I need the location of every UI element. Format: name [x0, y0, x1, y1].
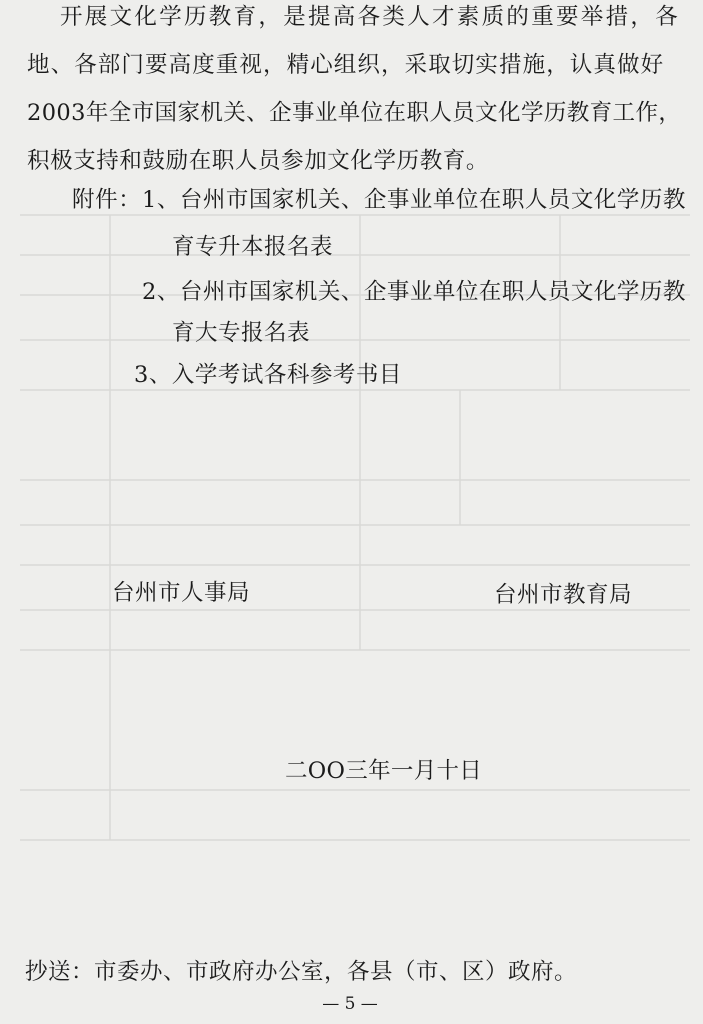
attachments-label: 附件：: [72, 187, 142, 213]
signature-personnel-bureau: 台州市人事局: [112, 580, 251, 606]
body-paragraph-line-3: 2003年全市国家机关、企事业单位在职人员文化学历教育工作，: [27, 100, 682, 126]
attachment-2-line-2: 育大专报名表: [172, 320, 311, 346]
cc-distribution-line: 抄送：市委办、市政府办公室，各县（市、区）政府。: [25, 959, 578, 985]
attachment-1-line-1: 1、台州市国家机关、企事业单位在职人员文化学历教: [142, 187, 686, 213]
body-paragraph-line-4: 积极支持和鼓励在职人员参加文化学历教育。: [27, 148, 490, 174]
body-paragraph-line-1: 开展文化学历教育，是提高各类人才素质的重要举措，各: [60, 4, 681, 30]
attachment-3-line-1: 3、入学考试各科参考书目: [134, 362, 402, 388]
signature-education-bureau: 台州市教育局: [494, 582, 633, 608]
issue-date: 二OO三年一月十日: [285, 758, 483, 784]
attachment-2-line-1: 2、台州市国家机关、企事业单位在职人员文化学历教: [142, 279, 686, 305]
attachment-1-line-2: 育专升本报名表: [172, 234, 334, 260]
page-number: — 5 —: [322, 994, 378, 1014]
body-paragraph-line-2: 地、各部门要高度重视，精心组织，采取切实措施，认真做好: [27, 52, 665, 78]
